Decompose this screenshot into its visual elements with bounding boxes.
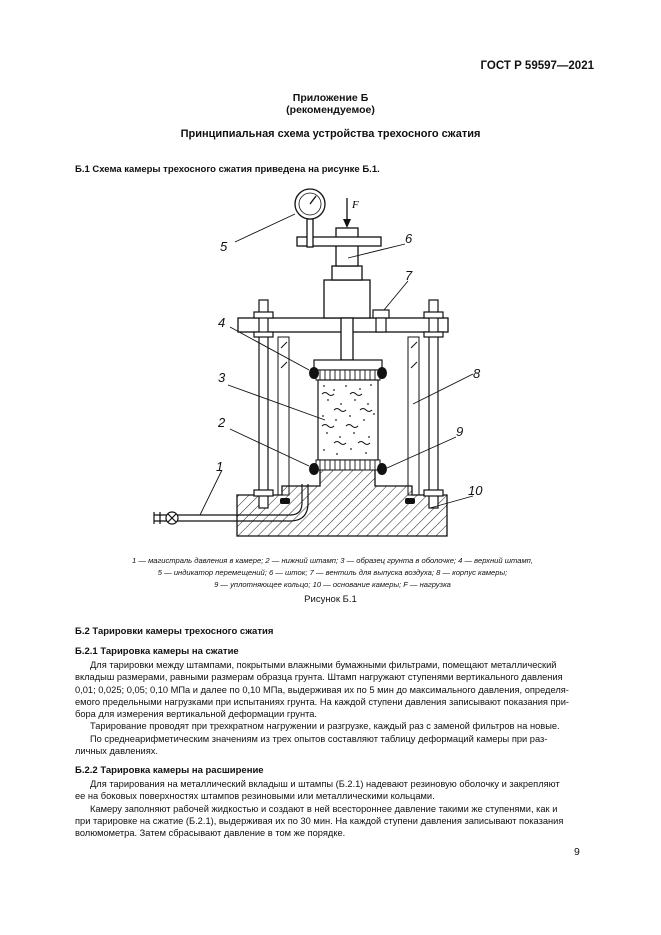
paragraph-b22 bbox=[75, 778, 585, 839]
callout-9: 9 bbox=[456, 424, 464, 439]
triaxial-chamber-diagram bbox=[140, 188, 520, 548]
text-line: По среднеарифметическим значениям из трех опытов составляют таблицу деформаций камеры при раз- bbox=[90, 733, 548, 744]
figure-legend-line-1: 1 — магистраль давления в камере; 2 — нижний штамп; 3 — образец грунта в оболочке; 4 — верхний штамп, bbox=[132, 556, 533, 565]
text-line: при тарировке на сжатие (Б.2.1), выдерживая их по 30 мин. На каждой ступени давления записывают показания bbox=[75, 815, 564, 826]
annex-title: Приложение Б bbox=[292, 92, 369, 104]
text-line: емого предельными нагрузками при испытаниях грунта. На каждой ступени давления записывают показания при- bbox=[75, 696, 570, 707]
text-line: Для тарирования на металлический вкладыш и штампы (Б.2.1) надевают резиновую оболочку и закрепляют bbox=[90, 779, 560, 789]
annex-heading: Принципиальная схема устройства трехосного сжатия bbox=[180, 128, 481, 140]
soil-sample bbox=[318, 380, 378, 460]
callout-7: 7 bbox=[405, 268, 413, 283]
force-arrow bbox=[343, 198, 359, 228]
section-b1-text: Б.1 Схема камеры трехосного сжатия приведена на рисунке Б.1. bbox=[75, 164, 380, 175]
callout-5: 5 bbox=[220, 239, 228, 254]
standard-number: ГОСТ Р 59597—2021 bbox=[480, 60, 594, 72]
text-line: вкладыш размерами, равными размерам образца грунта. Штамп нагружают ступенями вертикального давления bbox=[75, 672, 563, 683]
figure-legend-line-2: 5 — индикатор перемещений; 6 — шток; 7 — вентиль для выпуска воздуха; 8 — корпус камеры; bbox=[157, 568, 508, 577]
callout-4: 4 bbox=[218, 315, 226, 330]
callout-3: 3 bbox=[218, 370, 226, 385]
callout-8: 8 bbox=[473, 366, 481, 381]
figure-caption: Рисунок Б.1 bbox=[304, 594, 357, 605]
annex-status: (рекомендуемое) bbox=[286, 104, 375, 116]
text-line: бора для измерения вертикальной деформации грунта. bbox=[75, 709, 317, 720]
callout-6: 6 bbox=[405, 231, 413, 246]
text-line: 0,01; 0,025; 0,05; 0,10 МПа и далее по 0,10 МПа, выдерживая их по 5 мин до максимального давления, определя- bbox=[75, 684, 569, 695]
text-line: Тарирование проводят при трехкратном нагружении и разгрузке, каждый раз с заменой фильтров на новые. bbox=[90, 721, 560, 732]
text-line: Камеру заполняют рабочей жидкостью и создают в ней всестороннее давление такими же ступенями, как и bbox=[90, 803, 558, 814]
page-number: 9 bbox=[574, 846, 580, 858]
callout-10: 10 bbox=[468, 483, 483, 498]
callout-1: 1 bbox=[216, 459, 224, 474]
text-line: волюмометра. Затем сбрасывают давление в том же порядке. bbox=[75, 828, 346, 839]
figure-legend-line-3: 9 — уплотняющее кольцо; 10 — основание камеры; F — нагрузка bbox=[214, 580, 451, 589]
paragraph-b21-1 bbox=[75, 659, 585, 757]
section-b21-heading: Б.2.1 Тарировка камеры на сжатие bbox=[75, 646, 239, 657]
section-b2-heading: Б.2 Тарировки камеры трехосного сжатия bbox=[75, 626, 274, 637]
upper-stamp bbox=[309, 360, 387, 380]
piston bbox=[324, 228, 370, 360]
text-line: ее на боковых поверхностях штампов резиновыми или металлическими кольцами. bbox=[75, 791, 435, 802]
callout-2: 2 bbox=[218, 415, 226, 430]
displacement-indicator bbox=[295, 189, 381, 247]
force-label: F bbox=[352, 199, 359, 211]
text-line: Для тарировки между штампами, покрытыми влажными бумажными фильтрами, помещают металлический bbox=[90, 660, 557, 670]
section-b22-heading: Б.2.2 Тарировка камеры на расширение bbox=[75, 765, 264, 776]
text-line: личных давлениях. bbox=[75, 746, 159, 757]
